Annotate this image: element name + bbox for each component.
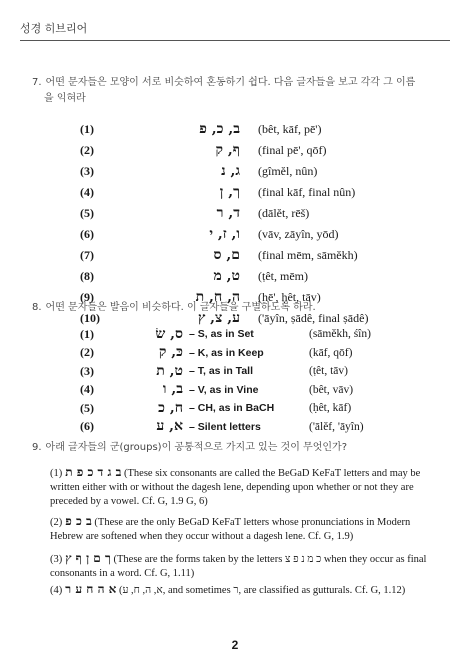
letter-row bbox=[80, 203, 368, 224]
letter-row bbox=[80, 266, 368, 287]
similar-letters-table bbox=[80, 119, 368, 329]
row-number: (9) bbox=[80, 290, 94, 304]
letter-names: (ṭêt, tāv) bbox=[309, 365, 348, 378]
question-7-line2: 을 익혀라 bbox=[44, 93, 86, 104]
letter-row bbox=[80, 245, 368, 266]
row-number: (2) bbox=[80, 143, 94, 157]
row-number: (8) bbox=[80, 269, 94, 283]
row-number: (7) bbox=[80, 248, 94, 262]
letter-row bbox=[80, 140, 368, 161]
answer-item bbox=[50, 582, 435, 598]
sound-row bbox=[80, 418, 371, 437]
letter-names: (kāf, qōf) bbox=[309, 346, 353, 359]
letter-names: (hē', ḥêt, tāv) bbox=[258, 290, 321, 304]
letter-names: (vāv, zāyîn, yōd) bbox=[258, 227, 339, 241]
hebrew-letters: ט, ת bbox=[156, 362, 183, 379]
hebrew-group: ך ם ן ף ץ bbox=[65, 551, 111, 565]
hebrew-letters: ב, כ, פ bbox=[199, 121, 240, 137]
row-number: (1) bbox=[80, 122, 94, 136]
question-9-number: 9. bbox=[32, 442, 42, 453]
hebrew-group: ב ג ד כ פ ת bbox=[65, 465, 122, 479]
row-number: (1) bbox=[80, 326, 94, 341]
question-8 bbox=[32, 300, 432, 316]
row-number: (4) bbox=[80, 382, 94, 397]
answer-number: (4) bbox=[50, 585, 63, 596]
sound-row bbox=[80, 362, 371, 381]
sound-description: – T, as in Tall bbox=[189, 365, 253, 378]
sound-row bbox=[80, 325, 371, 344]
letter-names: (final pē', qōf) bbox=[258, 143, 327, 157]
answer-text: (These are the only BeGaD KeFaT letters whose pronunciations in Modern Hebrew are softened when they occur without a dagesh lene. Cf. G, 1.9) bbox=[50, 517, 411, 542]
hebrew-group: א ה ח ע ר bbox=[65, 582, 117, 596]
question-9-text: 아래 글자들의 군(groups)이 공통적으로 가지고 있는 것이 무엇인가? bbox=[45, 442, 348, 453]
similar-sounds-table bbox=[80, 325, 371, 436]
letter-names: ('ālĕf, 'āyîn) bbox=[309, 420, 364, 433]
sound-description: – V, as in Vine bbox=[189, 383, 259, 396]
question-8-text: 어떤 문자들은 발음이 비슷하다. 이 글자들을 구별하도록 하라. bbox=[45, 302, 316, 313]
sound-description: – S, as in Set bbox=[189, 328, 254, 341]
letter-names: (final kāf, final nûn) bbox=[258, 185, 356, 199]
question-7-line1 bbox=[32, 75, 432, 91]
question-7-number: 7. bbox=[32, 77, 42, 88]
sound-description: – CH, as in BaCH bbox=[189, 402, 275, 415]
hebrew-letters: א, ע bbox=[156, 418, 183, 435]
hebrew-letters: ה, ח, ת bbox=[195, 289, 240, 305]
row-number: (2) bbox=[80, 345, 94, 360]
hebrew-letters: כּ, ק bbox=[158, 344, 183, 361]
hebrew-letters: ס, שׂ bbox=[155, 325, 183, 342]
letter-names: ('āyîn, ṣādê, final ṣādê) bbox=[258, 311, 369, 325]
answer-text: (These are the forms taken by the letters כ מ נ פ צ when they occur as final consonants in a word. Cf. G, 1.11) bbox=[50, 554, 427, 579]
page-number: 2 bbox=[231, 638, 239, 652]
hebrew-letters: ד, ר bbox=[216, 205, 240, 221]
letter-names: (gîmĕl, nûn) bbox=[258, 164, 318, 178]
row-number: (3) bbox=[80, 363, 94, 378]
answer-number: (1) bbox=[50, 468, 63, 479]
sound-description: – K, as in Keep bbox=[189, 346, 264, 359]
hebrew-group: ב כ פ bbox=[65, 514, 92, 528]
row-number: (4) bbox=[80, 185, 94, 199]
hebrew-letters: ע, צ, ץ bbox=[197, 310, 240, 326]
question-7 bbox=[32, 75, 432, 107]
letter-row bbox=[80, 182, 368, 203]
letter-names: (ḥêt, kāf) bbox=[309, 402, 352, 415]
sound-row bbox=[80, 399, 371, 418]
row-number: (5) bbox=[80, 206, 94, 220]
sound-row bbox=[80, 381, 371, 400]
row-number: (6) bbox=[80, 419, 94, 434]
hebrew-letters: ב, ו bbox=[162, 381, 183, 398]
answer-text: (These six consonants are called the BeGaD KeFaT letters and may be written either with or without the dagesh lene, depending upon whether or not they are preceded by a vowel. Cf. G, 1.9 G, 6) bbox=[50, 468, 421, 507]
answer-item bbox=[50, 514, 435, 544]
letter-row bbox=[80, 119, 368, 140]
hebrew-letters: ג, נ bbox=[221, 163, 240, 179]
answer-number: (2) bbox=[50, 517, 63, 528]
row-number: (5) bbox=[80, 400, 94, 415]
hebrew-letters: ו, ז, י bbox=[209, 226, 240, 242]
question-8-number: 8. bbox=[32, 302, 42, 313]
hebrew-letters: ך, ן bbox=[219, 184, 240, 200]
letter-row bbox=[80, 161, 368, 182]
running-header: 성경 히브리어 bbox=[20, 22, 88, 35]
letter-names: (dālĕt, rēš) bbox=[258, 206, 310, 220]
letter-names: (final mēm, sāmĕkh) bbox=[258, 248, 358, 262]
header-rule bbox=[20, 40, 450, 41]
letter-row bbox=[80, 224, 368, 245]
answer-text: (א, ה, ח, ע, and sometimes ר, are classified as gutturals. Cf. G, 1.12) bbox=[118, 585, 406, 596]
question-7-text: 어떤 문자들은 모양이 서로 비슷하여 혼동하기 쉽다. 다음 글자들을 보고 각각 그 이름 bbox=[45, 77, 416, 88]
hebrew-letters: ט, מ bbox=[213, 268, 240, 284]
letter-names: (bêt, kāf, pē') bbox=[258, 122, 322, 136]
sound-description: – Silent letters bbox=[189, 420, 261, 433]
question-9 bbox=[32, 440, 432, 456]
row-number: (6) bbox=[80, 227, 94, 241]
answer-item bbox=[50, 465, 435, 509]
letter-names: (bêt, vāv) bbox=[309, 383, 354, 396]
row-number: (3) bbox=[80, 164, 94, 178]
answer-item bbox=[50, 551, 435, 581]
letter-names: (ṭêt, mēm) bbox=[258, 269, 308, 283]
answer-number: (3) bbox=[50, 554, 63, 565]
letter-names: (sāmĕkh, śîn) bbox=[309, 328, 371, 341]
sound-row bbox=[80, 344, 371, 363]
row-number: (10) bbox=[80, 311, 100, 325]
hebrew-letters: ף, ק bbox=[215, 142, 240, 158]
hebrew-letters: ם, ס bbox=[213, 247, 240, 263]
hebrew-letters: ח, כ bbox=[158, 399, 183, 416]
